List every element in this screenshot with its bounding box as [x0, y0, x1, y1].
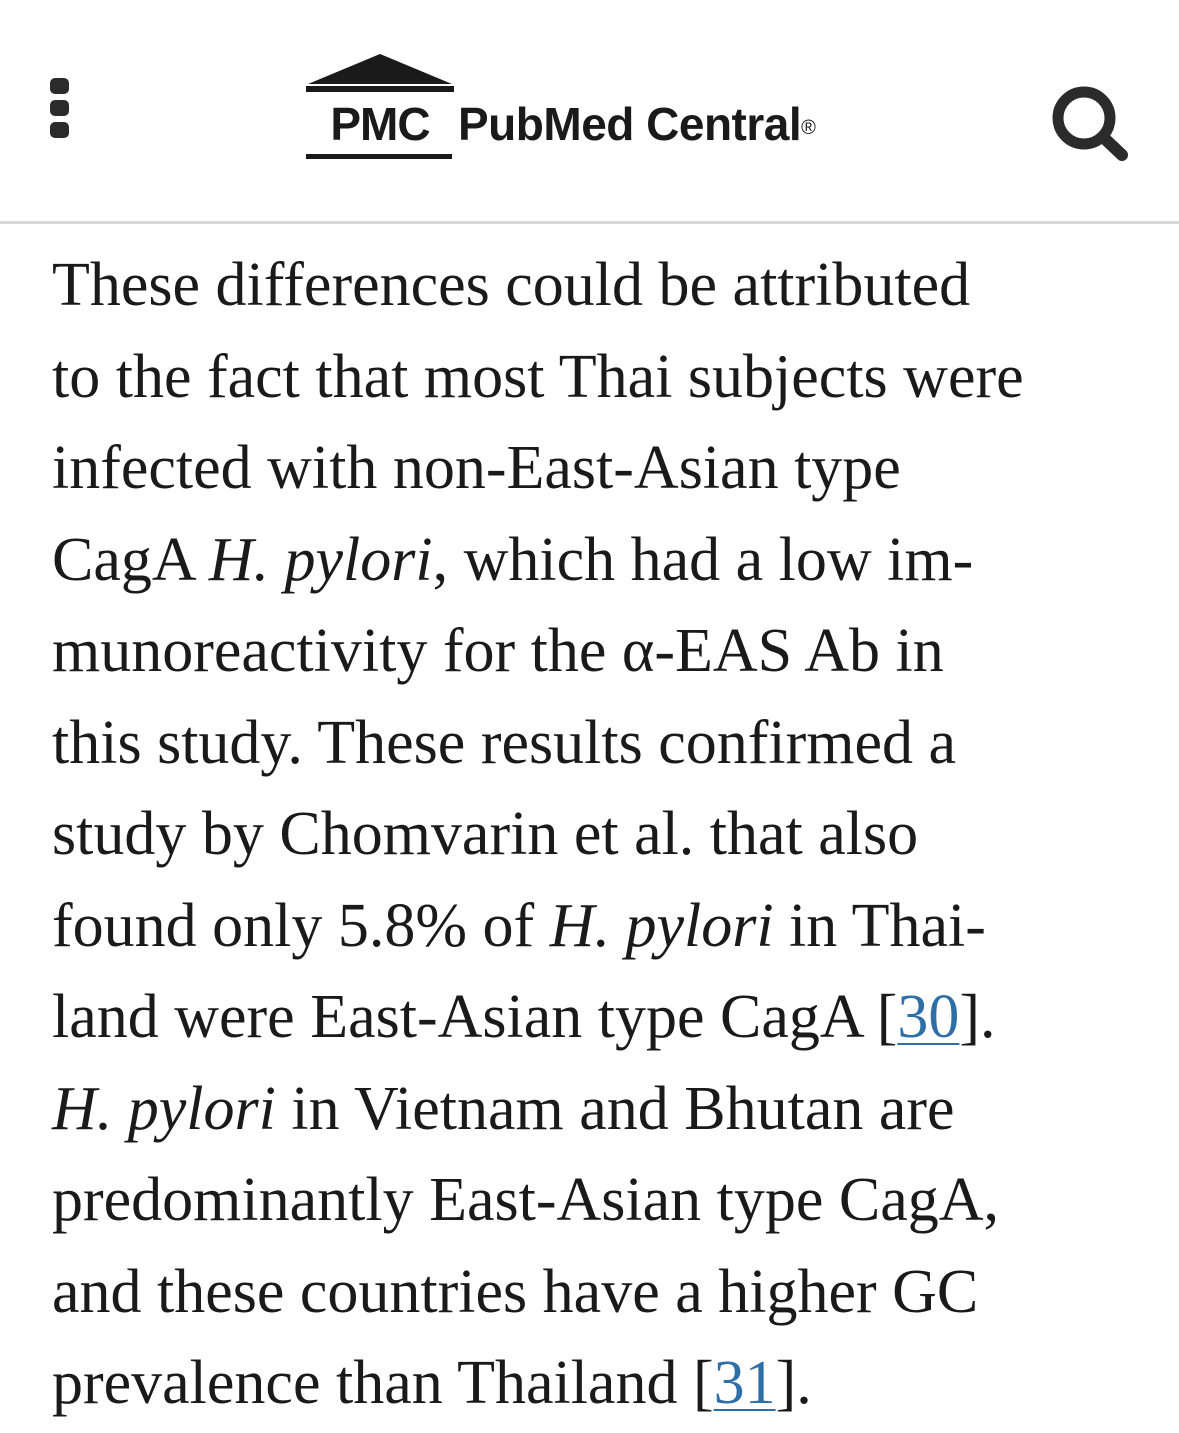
species-name: H. pylori: [549, 891, 774, 960]
logo-underline: [306, 154, 452, 159]
text-segment: in Thai-: [773, 891, 986, 960]
text-line: [52, 1247, 1152, 1339]
building-roof-icon: [304, 50, 456, 98]
text-line: [52, 606, 1152, 698]
article-paragraph: [52, 240, 1152, 1430]
text-segment: land were East-Asian type CagA [: [52, 983, 898, 1051]
text-segment: infected with non-East-Asian type: [52, 434, 901, 502]
text-segment: in Vietnam and Bhutan are: [275, 1074, 955, 1143]
text-line: [52, 1338, 1152, 1430]
text-segment: ].: [775, 1349, 812, 1417]
pmc-logo-link[interactable]: [300, 46, 890, 166]
text-line: [52, 423, 1152, 515]
species-name: H. pylori: [52, 1074, 276, 1143]
text-segment: CagA: [52, 525, 209, 594]
text-line: [52, 881, 1152, 973]
text-segment: munoreactivity for the α-EAS Ab in: [52, 617, 944, 685]
text-segment: study by Chomvarin et al. that also: [52, 800, 919, 868]
registered-mark: ®: [801, 117, 816, 139]
text-line: [52, 789, 1152, 881]
text-line: [52, 332, 1152, 424]
search-button[interactable]: [1044, 80, 1134, 164]
text-segment: and these countries have a higher GC: [52, 1257, 979, 1326]
citation-link-31[interactable]: 31: [713, 1349, 776, 1417]
text-line: [52, 1064, 1152, 1156]
text-line: [52, 240, 1152, 332]
text-line: [52, 972, 1152, 1064]
text-segment: to the fact that most Thai subjects were: [52, 342, 1024, 411]
search-icon: [1044, 80, 1134, 164]
text-segment: found only 5.8% of: [52, 891, 550, 960]
top-app-bar: [0, 0, 1179, 224]
text-segment: , which had a low im-: [432, 525, 974, 594]
menu-button[interactable]: [40, 68, 80, 148]
logo-abbrev: PMC: [330, 98, 430, 150]
citation-link-30[interactable]: 30: [897, 983, 960, 1051]
logo-name-text: PubMed Central: [458, 98, 802, 150]
text-segment: ].: [959, 983, 996, 1051]
logo-name: [458, 96, 815, 152]
text-line: [52, 515, 1152, 607]
text-segment: predominantly East-Asian type CagA,: [52, 1166, 1000, 1234]
text-line: [52, 698, 1152, 790]
text-segment: These differences could be attributed: [52, 251, 971, 319]
text-segment: this study. These results confirmed a: [52, 708, 956, 777]
text-line: [52, 1155, 1152, 1247]
species-name: H. pylori: [208, 525, 433, 594]
text-segment: prevalence than Thailand [: [52, 1349, 714, 1417]
